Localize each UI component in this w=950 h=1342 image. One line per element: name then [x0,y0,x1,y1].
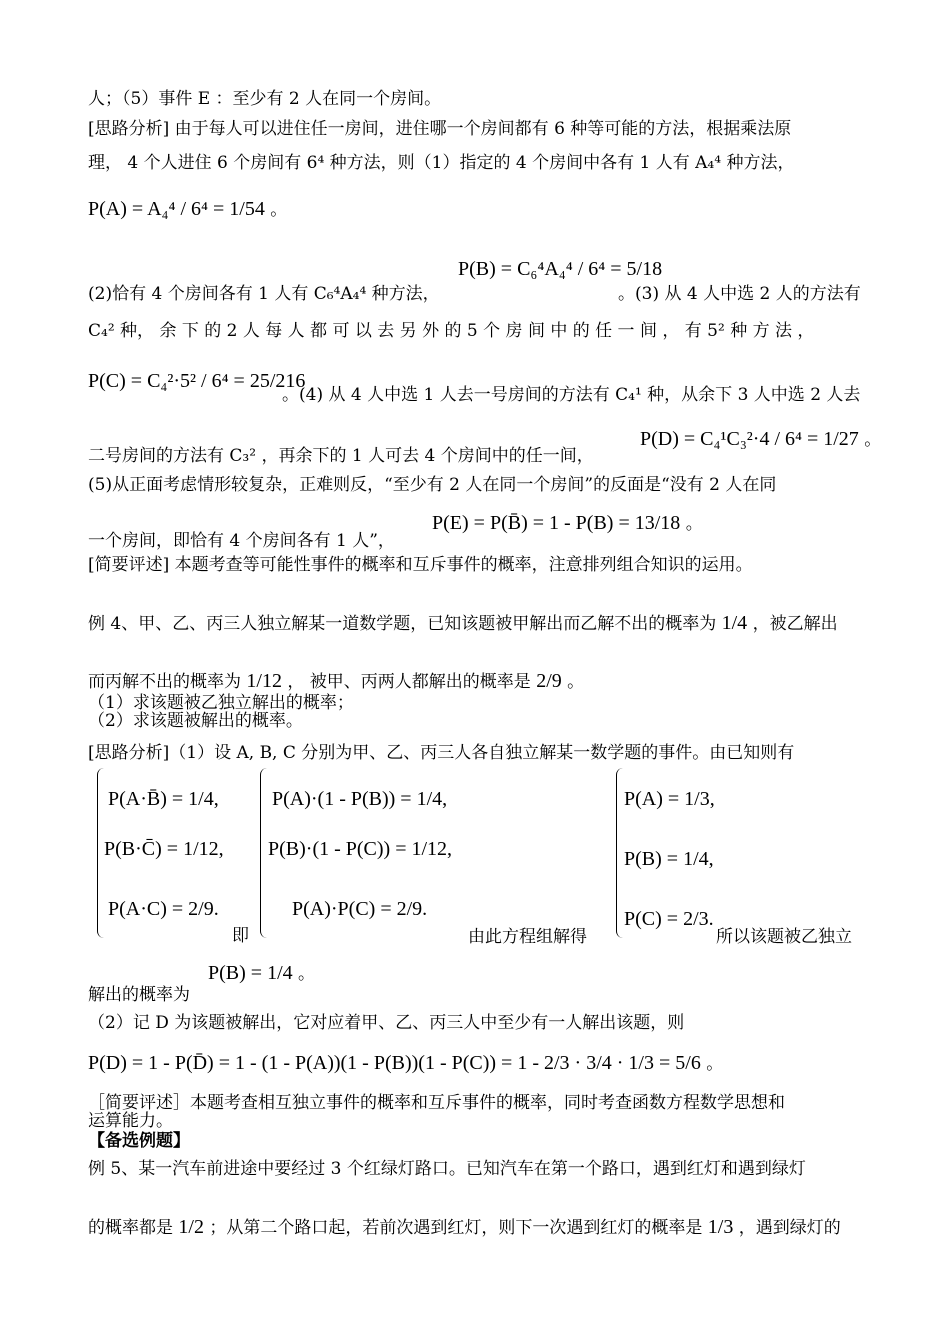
equation: P(A·B̄) = 1/4, [108,788,219,810]
text-line [88,612,884,635]
text: ，遇到绿灯的 [738,1218,841,1238]
equation: P(A)·(1 - P(B)) = 1/4, [272,788,448,810]
text-line [88,670,884,693]
punctuation: 。 [864,430,882,450]
text: 的概率都是 [88,1218,173,1238]
text-line: （1）求该题被乙独立解出的概率； [88,693,354,713]
text-line: 运算能力。 [88,1111,173,1131]
punctuation: 。 [270,200,288,220]
equation-line [88,198,884,221]
text-line: [简要评述] 本题考查等可能性事件的概率和互斥事件的概率，注意排列组合知识的运用。 [88,555,753,575]
text-line [88,1216,884,1239]
equation: P(A·C) = 2/9. [108,898,219,920]
punctuation: 。 [685,514,703,534]
punctuation: 。 [567,672,585,692]
left-brace [97,768,104,938]
text: ，被乙解出 [752,614,838,634]
text-line: 例 5、某一汽车前进途中要经过 3 个红绿灯路口。已知汽车在第一个路口，遇到红灯和遇到绿灯 [88,1159,806,1179]
punctuation: 。 [298,964,316,984]
left-brace [260,768,267,938]
text-line: ［简要评述］本题考查相互独立事件的概率和互斥事件的概率，同时考查函数方程数学思想和 [88,1093,785,1113]
equation: P(B)·(1 - P(C)) = 1/12, [268,838,453,860]
text-line: 理， 4 个人进住 6 个房间有 6⁴ 种方法，则（1）指定的 4 个房间中各有 1 人有 A₄⁴ 种方法， [88,153,795,173]
text-line: (5)从正面考虑情形较复杂，正难则反，“至少有 2 人在同一个房间”的反面是“没有 2 人在同 [88,475,777,495]
equation: P(B) = 1/4 [208,962,293,984]
text-line: 。(4) 从 4 人中选 1 人去一号房间的方法有 C₄¹ 种，从余下 3 人中选 2 人去 [282,385,861,405]
equation-line [88,1052,884,1075]
equation-line [432,512,884,535]
equation: P(D) = C₄¹C₃²·4 / 6⁴ = 1/27 [640,428,859,450]
text-line: 。(3) 从 4 人中选 2 人的方法有 [618,284,861,304]
fraction: 2/9 [536,670,562,692]
text-line: 解出的概率为 [88,985,190,1005]
text-line: C₄² 种， 余 下 的 2 人 每 人 都 可 以 去 另 外 的 5 个 房 间 中 的 任 一 间 ， 有 5² 种 方 法 ， [88,321,815,341]
equation: P(D) = 1 - P(D̄) = 1 - (1 - P(A))(1 - P(B))(1 - P(C)) = 1 - 2/3 · 3/4 · 1/3 = 5/6 [88,1052,701,1074]
text-line: 人；（5）事件 E ：至少有 2 人在同一个房间。 [88,89,442,109]
text: ；从第二个路口起，若前次遇到红灯，则下一次遇到红灯的概率是 [209,1218,703,1238]
text: 而丙解不出的概率为 [88,672,241,692]
equation: P(A) = A₄⁴ / 6⁴ = 1/54 [88,198,265,220]
text-line: 一个房间，即恰有 4 个房间各有 1 人”， [88,531,395,551]
section-heading: 【备选例题】 [88,1131,190,1151]
equation: P(A)·P(C) = 2/9. [292,898,428,920]
equation: P(B) = 1/4, [624,848,714,870]
equation: P(B) = C₆⁴A₄⁴ / 6⁴ = 5/18 [458,258,663,280]
text-line: [思路分析] 由于每人可以进住任一房间，进住哪一个房间都有 6 种等可能的方法，根据乘法原 [88,119,792,139]
left-brace [616,768,623,938]
equation-line [458,258,884,281]
text-line: （2）记 D 为该题被解出，它对应着甲、乙、丙三人中至少有一人解出该题，则 [88,1013,685,1033]
equation-line [640,428,884,451]
equation: P(B·C̄) = 1/12, [104,838,224,860]
text-line: [思路分析]（1）设 A, B, C 分别为甲、乙、丙三人各自独立解某一数学题的事件。由已知则有 [88,743,795,763]
text: (2)恰有 4 个房间各有 1 人有 C₆⁴A₄⁴ 种方法， [88,284,440,304]
fraction: 1/12 [246,670,282,692]
text-line: （2）求该题被解出的概率。 [88,711,303,731]
equation: P(A) = 1/3, [624,788,715,810]
equation: P(C) = 2/3. [624,908,714,930]
equation-line [208,962,884,985]
fraction: 1/2 [178,1216,204,1238]
fraction: 1/4 [721,612,748,634]
text-line: 所以该题被乙独立 [716,927,852,947]
text: 例 4、甲、乙、丙三人独立解某一道数学题，已知该题被甲解出而乙解不出的概率为 [88,614,717,634]
text-line: 由此方程组解得 [468,927,587,947]
equation: P(E) = P(B̄) = 1 - P(B) = 13/18 [432,512,681,534]
fraction: 1/3 [707,1216,734,1238]
text-line: 二号房间的方法有 C₃² ，再余下的 1 人可去 4 个房间中的任一间， [88,446,594,466]
text: ， 被甲、丙两人都解出的概率是 [287,672,531,692]
text-line: 即 [232,926,249,946]
punctuation: 。 [706,1054,724,1074]
equation: P(C) = C₄²·5² / 6⁴ = 25/216 [88,370,306,392]
